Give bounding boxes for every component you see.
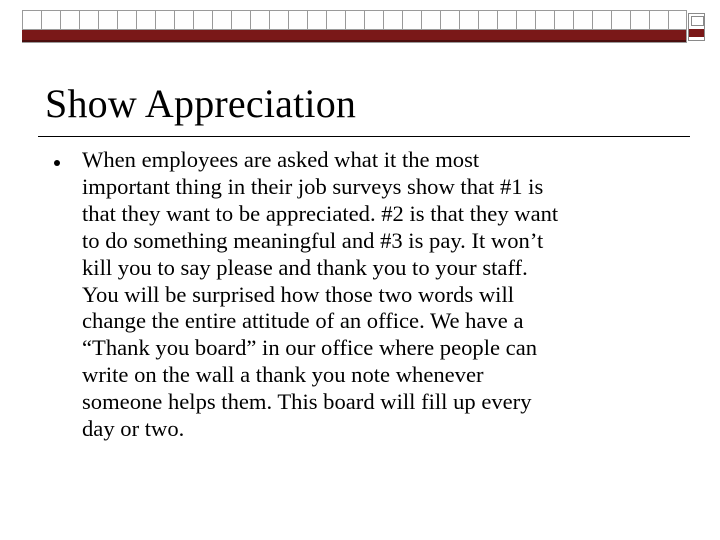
bullet-dot-icon xyxy=(54,160,60,166)
accent-bar xyxy=(22,30,686,40)
corner-decoration xyxy=(688,13,705,41)
title-divider xyxy=(38,136,690,137)
bullet-text: When employees are asked what it the most important thing in their job surveys show that #1 is that they want to be appreciated. #2 is that they want to do something meaningful and #3 is pay. It won’t kill you to say please and thank you to your staff. You will be surprised how those two words will change the entire attitude of an office. We have a “Thank you board” in our office where people can write on the wall a thank you note whenever someone helps them. This board will fill up every day or two. xyxy=(82,147,559,442)
slide-title: Show Appreciation xyxy=(45,81,357,126)
